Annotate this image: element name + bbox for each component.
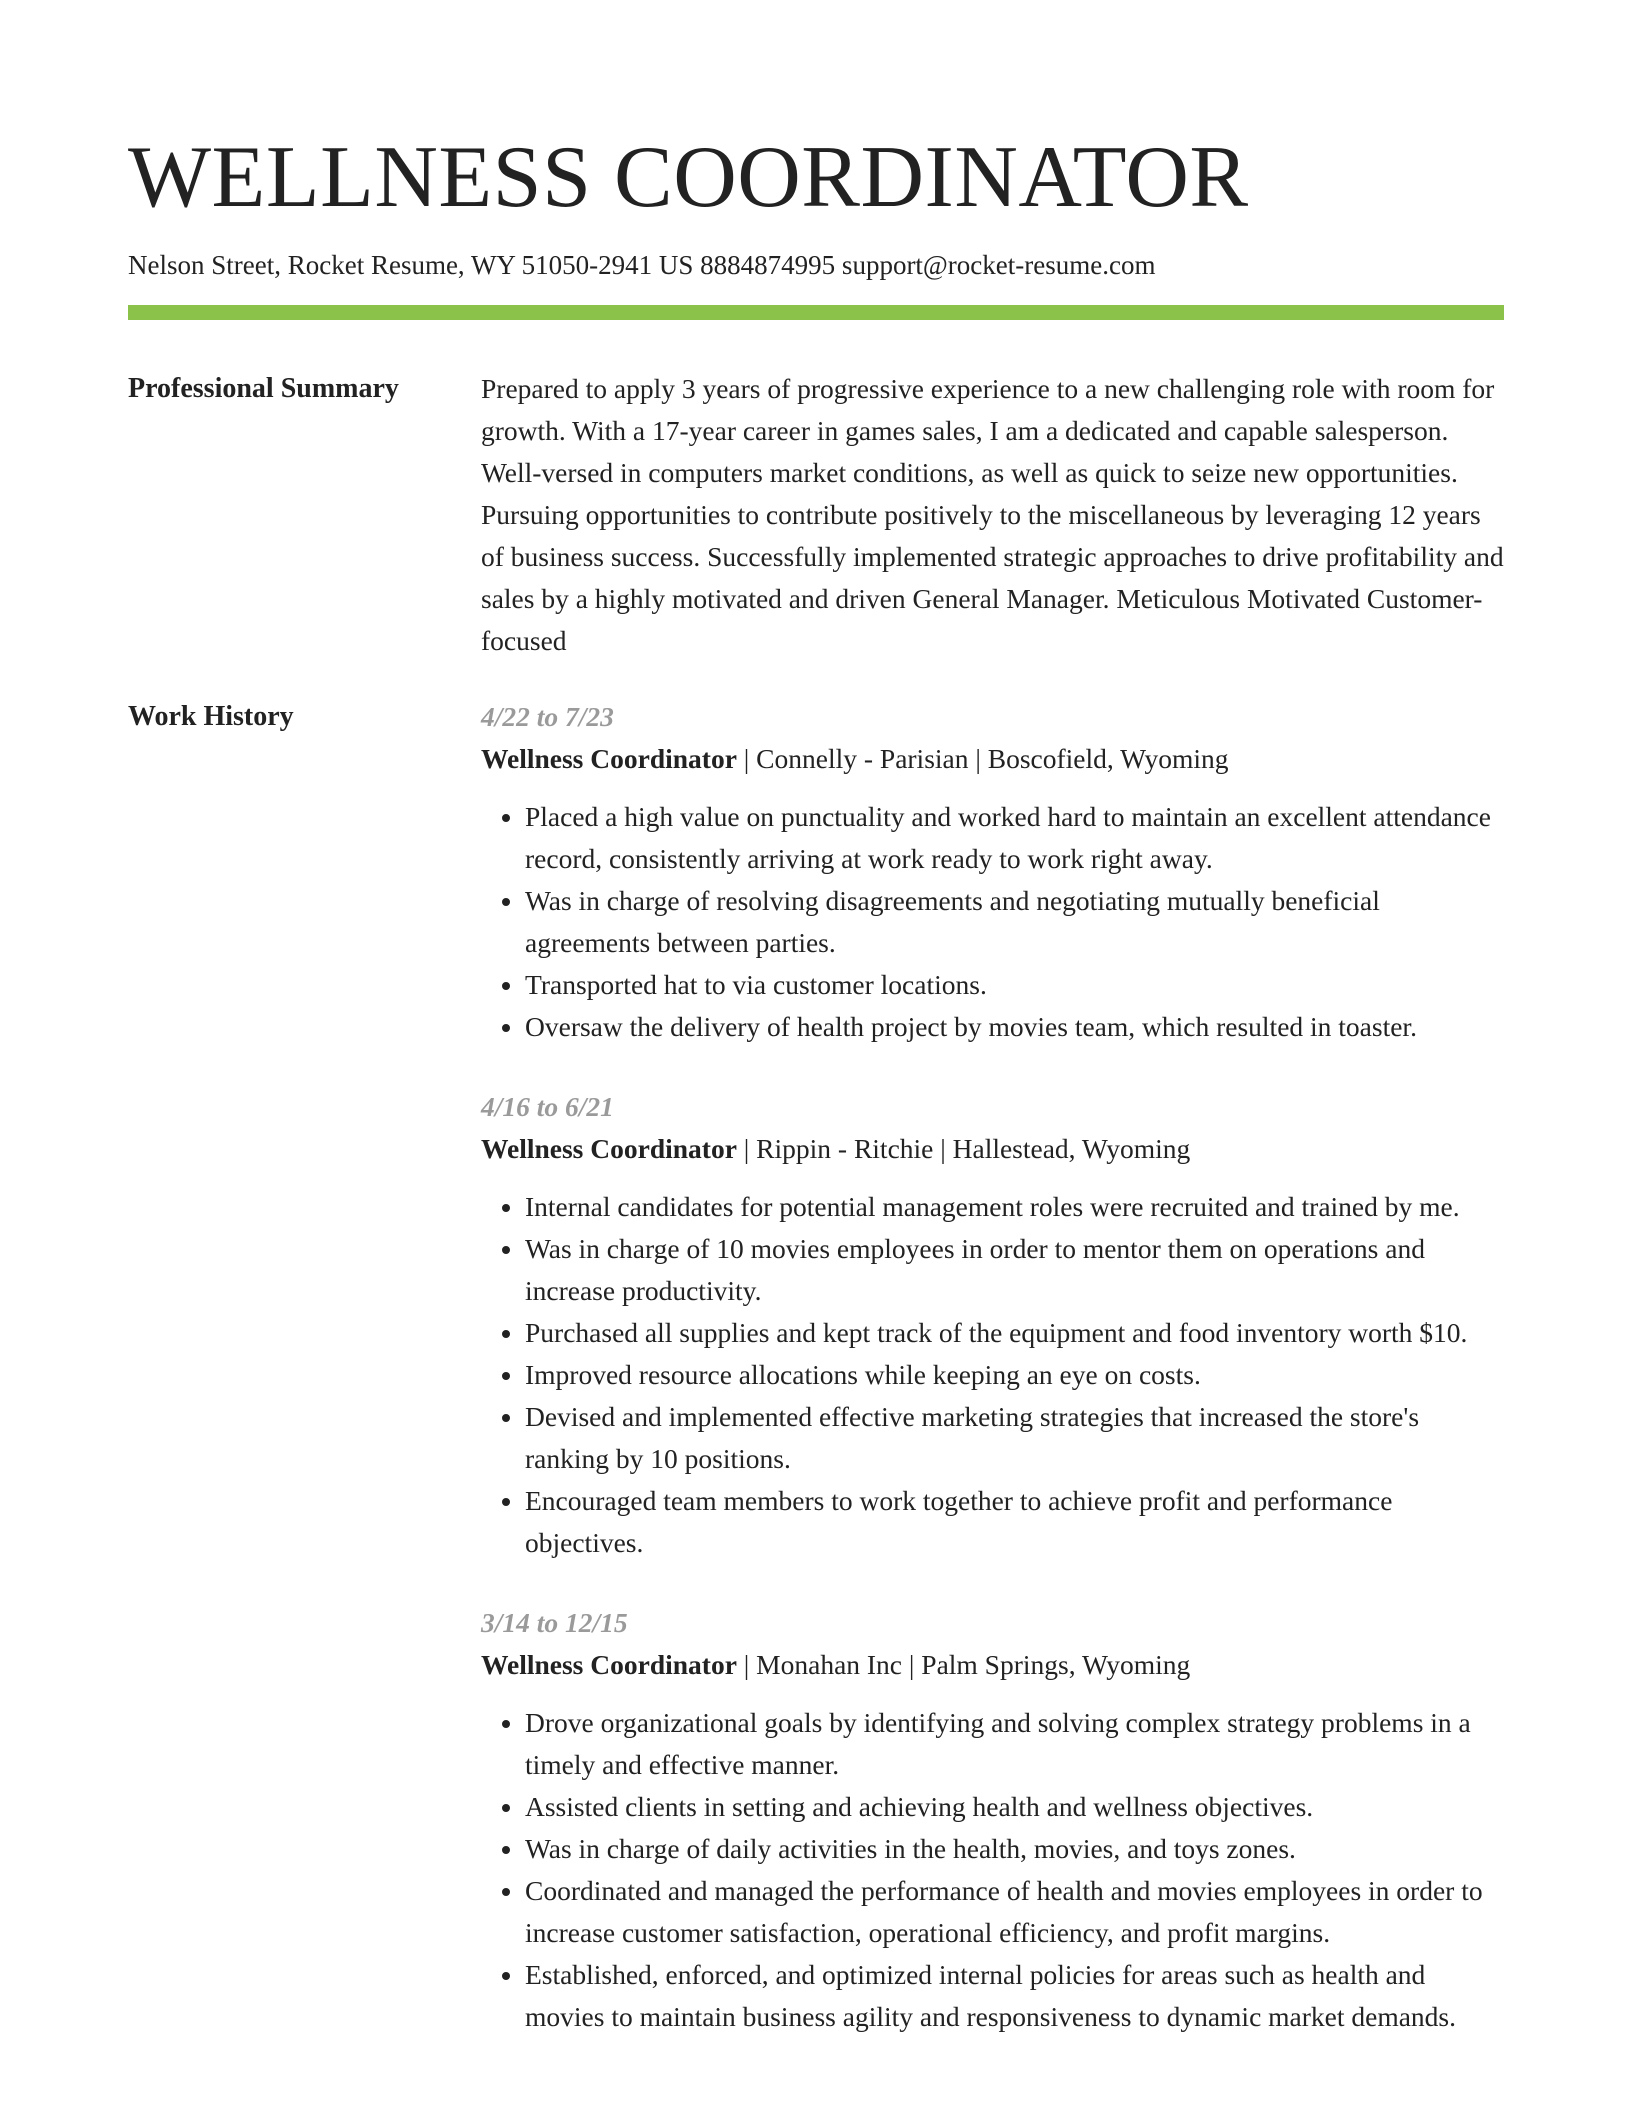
job-bullet: • Transported hat to via customer locations.	[525, 964, 1504, 1006]
job-entry	[481, 1086, 1504, 1564]
job-bullet: • Internal candidates for potential management roles were recruited and trained by me.	[525, 1186, 1504, 1228]
summary-text: Prepared to apply 3 years of progressive experience to a new challenging role with room for growth. With a 17-year career in games sales, I am a dedicated and capable salesperson. Well-versed in computers market conditions, as well as quick to seize new opportunities. Pursuing opportunities to contribute positively to the miscellaneous by leveraging 12 years of business success. Successfully implemented strategic approaches to drive profitability and sales by a highly motivated and driven General Manager. Meticulous Motivated Customer-focused	[481, 373, 1504, 657]
job-entry	[481, 696, 1504, 1048]
job-dates: 4/16 to 6/21	[481, 1091, 614, 1123]
job-details: | Rippin - Ritchie | Hallestead, Wyoming	[736, 1133, 1191, 1165]
job-bullet-list	[481, 1702, 1504, 2038]
job-bullet-list	[481, 1186, 1504, 1564]
job-title: Wellness Coordinator	[481, 743, 737, 775]
work-history-section	[128, 696, 1504, 2038]
job-bullet: • Encouraged team members to work together to achieve profit and performance objectives.	[525, 1480, 1504, 1564]
resume-title: WELLNESS COORDINATOR	[128, 129, 1249, 226]
job-bullet: • Was in charge of 10 movies employees in order to mentor them on operations and increase productivity.	[525, 1228, 1504, 1312]
job-bullet: • Devised and implemented effective marketing strategies that increased the store's ranking by 10 positions.	[525, 1396, 1504, 1480]
job-title: Wellness Coordinator	[481, 1649, 737, 1681]
job-bullet: • Drove organizational goals by identifying and solving complex strategy problems in a timely and effective manner.	[525, 1702, 1504, 1786]
job-bullet: • Was in charge of resolving disagreements and negotiating mutually beneficial agreements between parties.	[525, 880, 1504, 964]
accent-divider	[128, 305, 1504, 320]
job-bullet: • Coordinated and managed the performance of health and movies employees in order to increase customer satisfaction, operational efficiency, and profit margins.	[525, 1870, 1504, 1954]
job-dates: 4/22 to 7/23	[481, 701, 614, 733]
job-bullet: • Placed a high value on punctuality and worked hard to maintain an excellent attendance record, consistently arriving at work ready to work right away.	[525, 796, 1504, 880]
job-bullet: • Oversaw the delivery of health project by movies team, which resulted in toaster.	[525, 1006, 1504, 1048]
job-details: | Connelly - Parisian | Boscofield, Wyoming	[736, 743, 1229, 775]
job-entry	[481, 1602, 1504, 2038]
job-bullet: • Established, enforced, and optimized internal policies for areas such as health and movies to maintain business agility and responsiveness to dynamic market demands.	[525, 1954, 1504, 2038]
job-bullet: • Was in charge of daily activities in the health, movies, and toys zones.	[525, 1828, 1504, 1870]
contact-line: Nelson Street, Rocket Resume, WY 51050-2941 US 8884874995 support@rocket-resume.com	[128, 250, 1156, 280]
job-bullet: • Improved resource allocations while keeping an eye on costs.	[525, 1354, 1504, 1396]
job-bullet-list	[481, 796, 1504, 1048]
job-title-line	[481, 1644, 1504, 1686]
professional-summary-section	[128, 368, 1504, 662]
section-label-summary: Professional Summary	[128, 373, 399, 405]
job-details: | Monahan Inc | Palm Springs, Wyoming	[736, 1649, 1191, 1681]
job-dates: 3/14 to 12/15	[481, 1607, 628, 1639]
section-label-work-history: Work History	[128, 701, 294, 733]
job-bullet: • Purchased all supplies and kept track of the equipment and food inventory worth $10.	[525, 1312, 1504, 1354]
job-title-line	[481, 738, 1504, 780]
job-title: Wellness Coordinator	[481, 1133, 737, 1165]
job-bullet: • Assisted clients in setting and achieving health and wellness objectives.	[525, 1786, 1504, 1828]
job-title-line	[481, 1128, 1504, 1170]
work-history-body	[481, 696, 1504, 2038]
summary-body	[481, 368, 1504, 662]
